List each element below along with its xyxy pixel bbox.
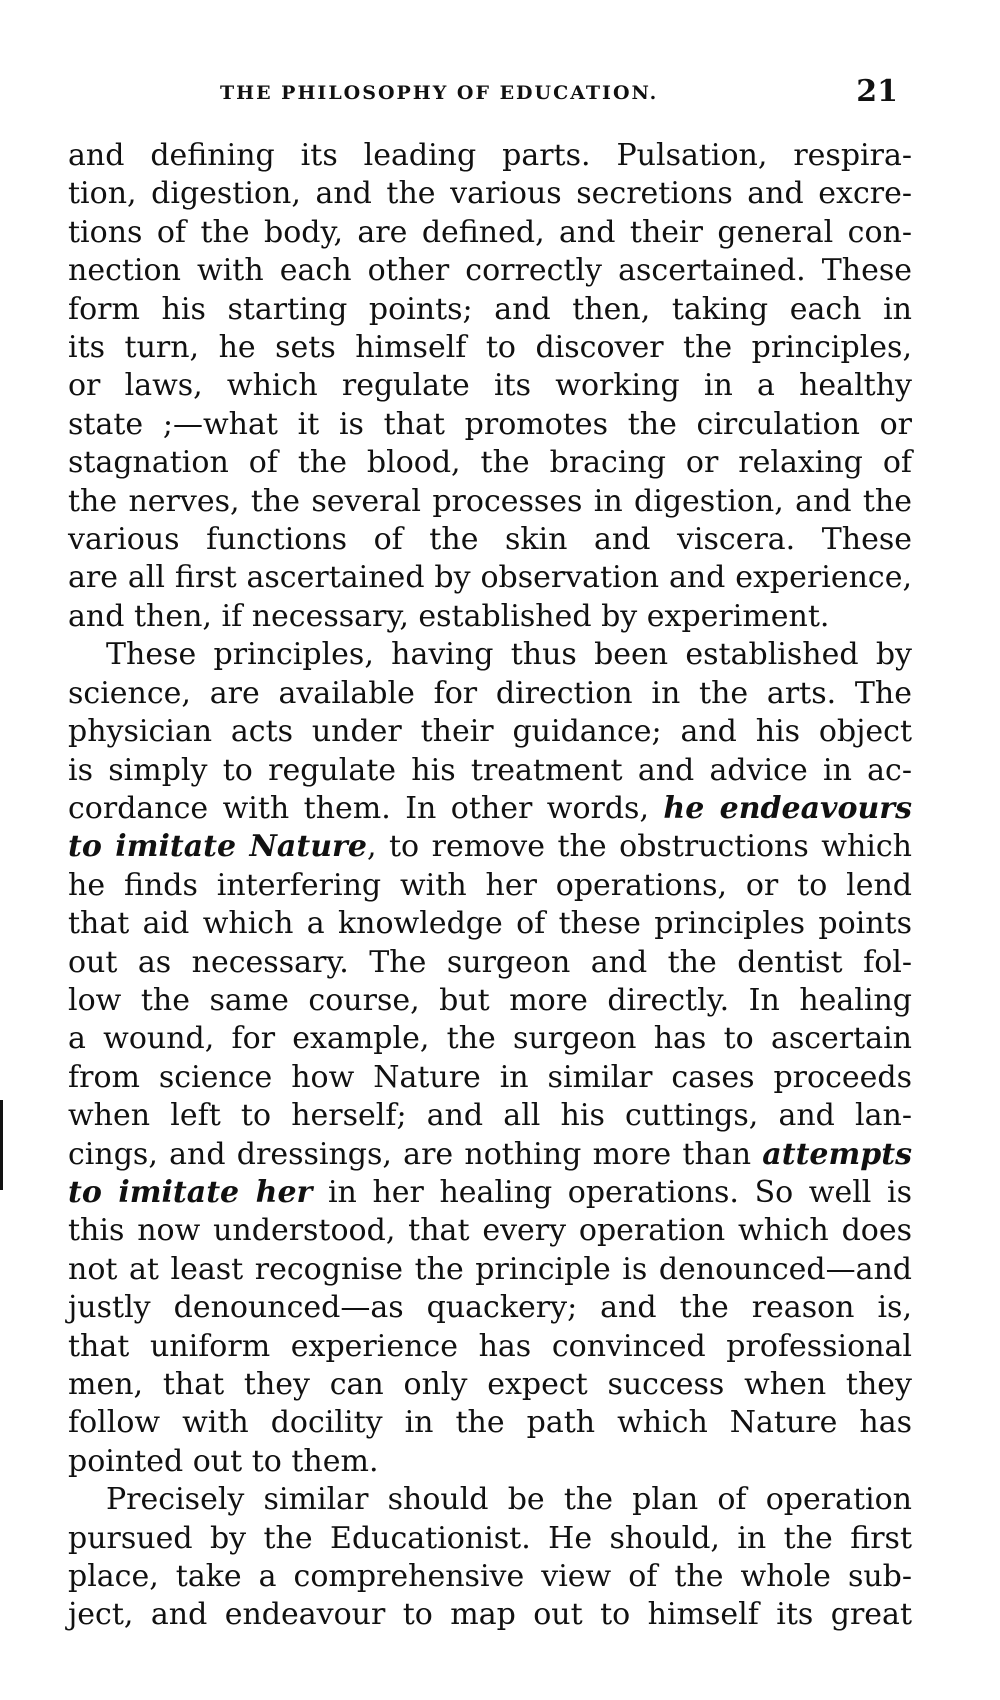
italic-phrase: attempts <box>762 1136 912 1172</box>
running-title: THE PHILOSOPHY OF EDUCATION. <box>220 82 659 104</box>
italic-phrase: he endeavours <box>663 790 912 826</box>
text-line: its turn, he sets himself to discover the principles, <box>68 330 912 366</box>
page-header <box>70 76 912 116</box>
text-line <box>68 790 912 828</box>
text-line: he finds interfering with her operations, or to lend <box>68 867 912 903</box>
paragraph-start-line: Precisely similar should be the plan of operation <box>106 1482 912 1518</box>
text-line: various functions of the skin and viscera. These <box>68 522 912 558</box>
text-line: not at least recognise the principle is denounced—and <box>68 1251 912 1287</box>
text-segment: in her healing operations. So well is <box>312 1174 912 1210</box>
text-line: low the same course, but more directly. In healing <box>68 982 912 1018</box>
page-number: 21 <box>856 74 898 109</box>
body-text <box>68 137 912 1635</box>
paragraph-end-line: and then, if necessary, established by experiment. <box>68 598 830 634</box>
text-line: from science how Nature in similar cases proceeds <box>68 1059 912 1095</box>
text-line: is simply to regulate his treatment and advice in ac- <box>68 752 912 788</box>
text-line <box>68 828 912 866</box>
text-line: stagnation of the blood, the bracing or relaxing of <box>68 445 912 481</box>
text-line: a wound, for example, the surgeon has to ascertain <box>68 1021 912 1057</box>
text-line: form his starting points; and then, taking each in <box>68 291 912 327</box>
text-line: tion, digestion, and the various secretions and excre- <box>68 176 912 212</box>
text-line: are all first ascertained by observation and experience, <box>68 560 912 596</box>
text-line: pursued by the Educationist. He should, in the first <box>68 1520 912 1556</box>
text-segment: cings, and dressings, are nothing more than <box>68 1136 763 1172</box>
text-line <box>68 1136 912 1174</box>
text-line: this now understood, that every operation which does <box>68 1213 912 1249</box>
text-line: follow with docility in the path which Nature has <box>68 1405 912 1441</box>
text-line: justly denounced—as quackery; and the reason is, <box>68 1290 912 1326</box>
text-line: state ;—what it is that promotes the circulation or <box>68 406 912 442</box>
italic-phrase: to imitate Nature <box>68 829 367 865</box>
text-line: that uniform experience has convinced professional <box>68 1328 912 1364</box>
text-line: the nerves, the several processes in digestion, and the <box>68 483 912 519</box>
text-line: men, that they can only expect success when they <box>68 1367 912 1402</box>
gutter-mark <box>0 1100 3 1190</box>
text-line: nection with each other correctly ascertained. These <box>68 253 912 289</box>
text-line: that aid which a knowledge of these principles points <box>68 906 912 942</box>
text-segment: cordance with them. In other words, <box>68 790 664 826</box>
text-line: when left to herself; and all his cuttings, and lan- <box>68 1098 912 1134</box>
text-line: physician acts under their guidance; and his object <box>68 714 912 750</box>
text-line: place, take a comprehensive view of the whole sub- <box>68 1559 912 1595</box>
text-line <box>68 1174 912 1212</box>
text-line: ject, and endeavour to map out to himself its great <box>68 1597 912 1633</box>
paragraph-end-line: pointed out to them. <box>68 1443 379 1479</box>
text-segment: , to remove the obstructions which <box>366 829 912 865</box>
paragraph-start-line: These principles, having thus been established by <box>106 637 912 673</box>
text-line: tions of the body, are defined, and their general con- <box>68 214 912 250</box>
text-line: and defining its leading parts. Pulsation, respira- <box>68 138 912 173</box>
text-line: or laws, which regulate its working in a healthy <box>68 368 912 404</box>
text-line: out as necessary. The surgeon and the dentist fol- <box>68 944 912 980</box>
italic-phrase: to imitate her <box>68 1174 313 1210</box>
text-line: science, are available for direction in the arts. The <box>68 675 912 711</box>
